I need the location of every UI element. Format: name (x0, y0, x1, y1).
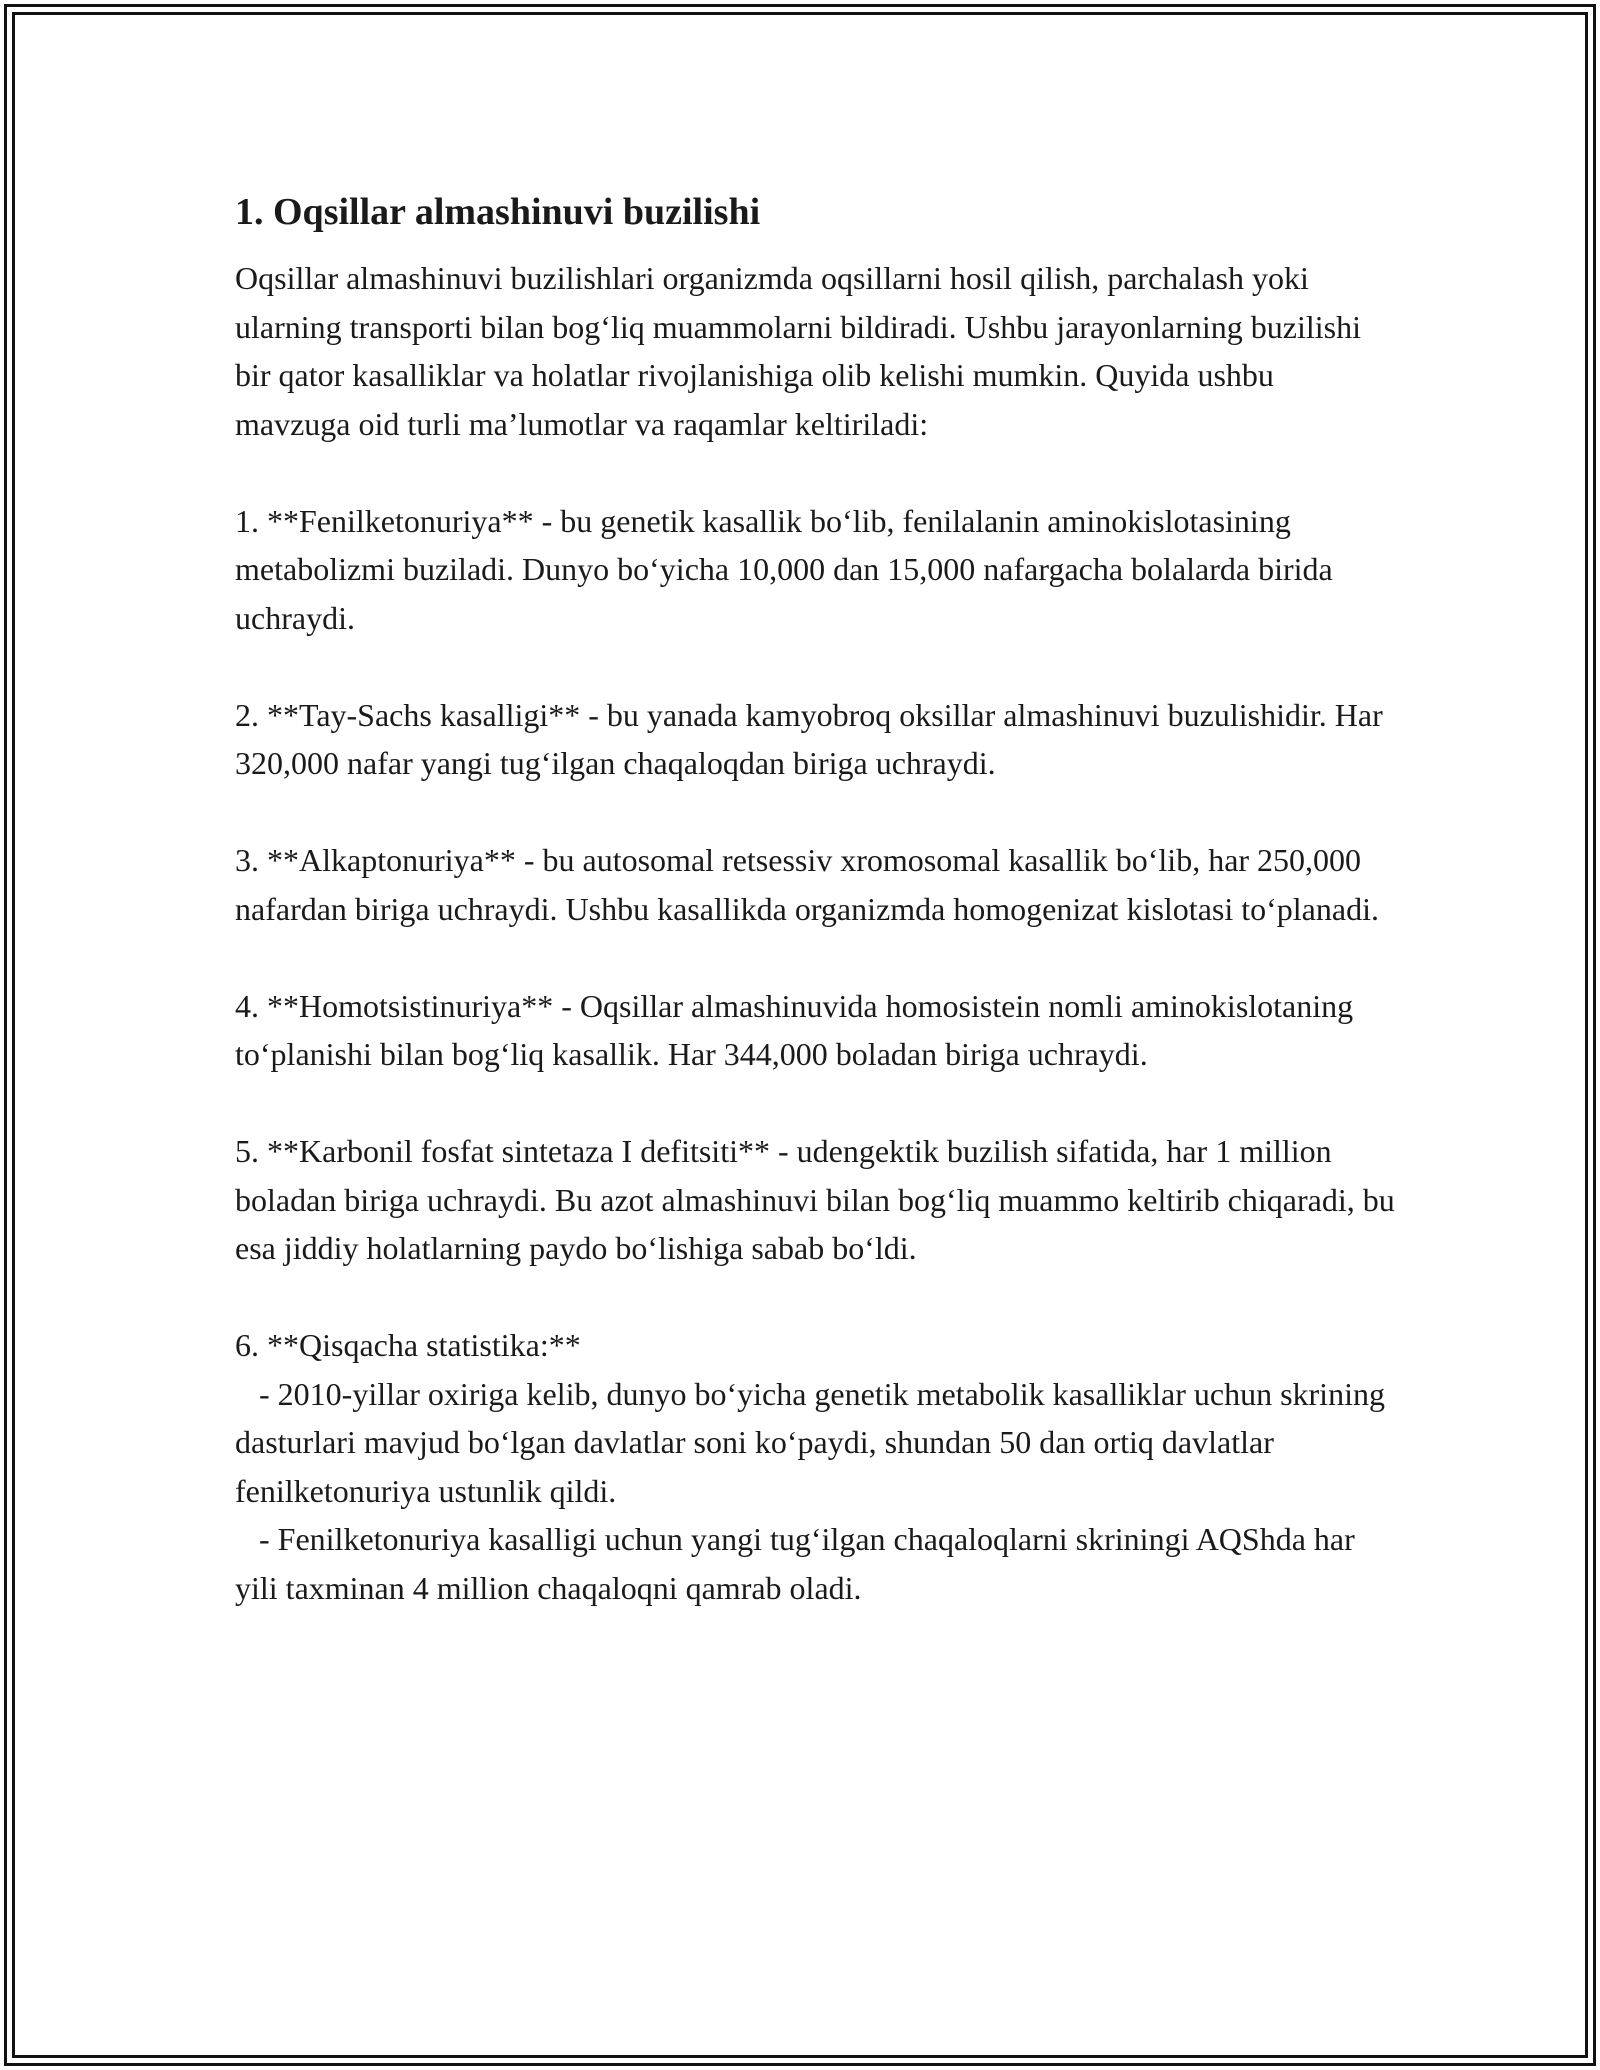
list-item-karbonil-fosfat: 5. **Karbonil fosfat sintetaza I defitsiti** - udengektik buzilish sifatida, har 1 million boladan biriga uchraydi. Bu azot almashinuvi bilan bog‘liq muammo keltirib chiqaradi, bu esa jiddiy holatlarning paydo bo‘lishiga sabab bo‘ldi. (235, 1133, 1403, 1266)
list-item-statistika: 6. **Qisqacha statistika:** - 2010-yillar oxiriga kelib, dunyo bo‘yicha genetik metabolik kasalliklar uchun skrining dasturlari mavjud bo‘lgan davlatlar soni ko‘paydi, shundan 50 dan ortiq davlatlar fenilketonuriya ustunlik qildi. - Fenilketonuriya kasalligi uchun yangi tug‘ilgan chaqaloqlarni skriningi AQShda har yili taxminan 4 million chaqaloqni qamrab oladi. (235, 1327, 1385, 1606)
list-item-fenilketonuriya: 1. **Fenilketonuriya** - bu genetik kasallik bo‘lib, fenilalanin aminokislotasining metabolizmi buziladi. Dunyo bo‘yicha 10,000 dan 15,000 nafargacha bolalarda birida uchraydi. (235, 502, 1341, 636)
list-item-homotsistinuriya: 4. **Homotsistinuriya** - Oqsillar almashinuvida homosistein nomli aminokislotaning to‘planishi bilan bog‘liq kasallik. Har 344,000 boladan biriga uchraydi. (235, 987, 1362, 1072)
list-item-alkaptonuriya: 3. **Alkaptonuriya** - bu autosomal retsessiv xromosomal kasallik bo‘lib, har 250,000 nafardan biriga uchraydi. Ushbu kasallikda organizmda homogenizat kislotasi to‘planadi. (235, 842, 1379, 927)
list-item-tay-sachs: 2. **Tay-Sachs kasalligi** - bu yanada kamyobroq oksillar almashinuvi buzulishidir. Har 320,000 nafar yangi tug‘ilgan chaqaloqdan biriga uchraydi. (235, 696, 1391, 781)
document-body (235, 184, 1403, 1612)
intro-paragraph: Oqsillar almashinuvi buzilishlari organizmda oqsillarni hosil qilish, parchalash yoki ularning transporti bilan bog‘liq muammolarni bildiradi. Ushbu jarayonlarning buzilishi bir qator kasalliklar va holatlar rivojlanishiga olib kelishi mumkin. Quyida ushbu mavzuga oid turli ma’lumotlar va raqamlar keltiriladi: (235, 260, 1370, 442)
document-title: 1. Oqsillar almashinuvi buzilishi (235, 191, 761, 233)
